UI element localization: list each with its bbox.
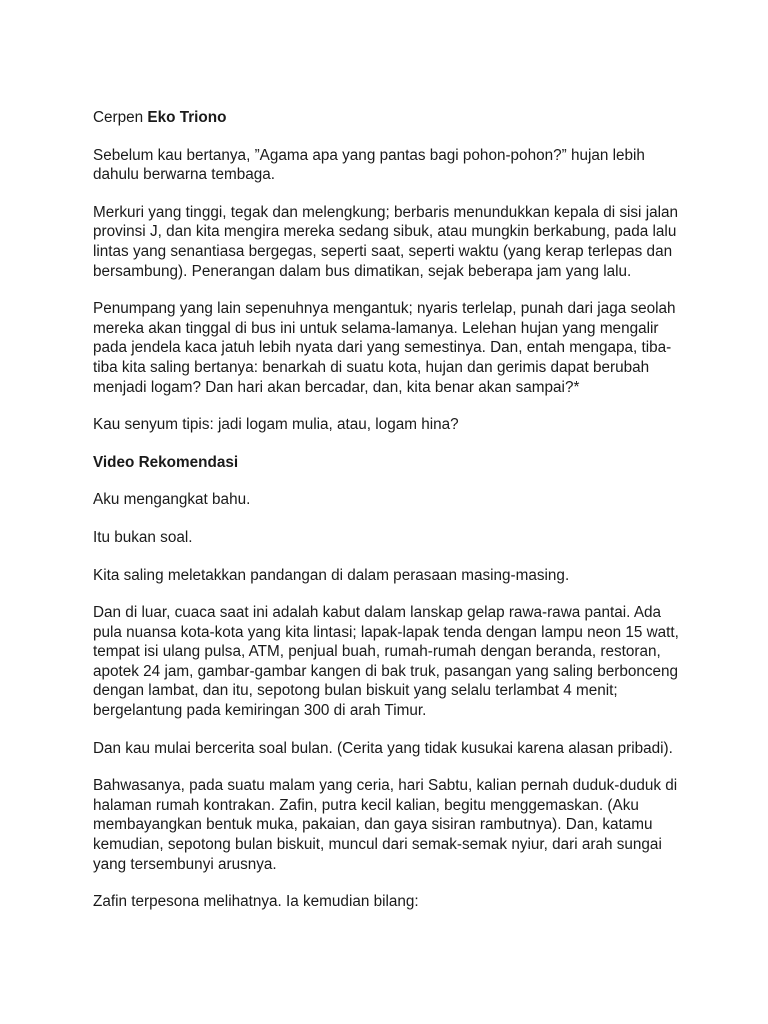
paragraph: Kau senyum tipis: jadi logam mulia, atau, logam hina? bbox=[93, 416, 459, 434]
paragraph: Sebelum kau bertanya, ”Agama apa yang pantas bagi pohon-pohon?” hujan lebih dahulu berwarna tembaga. bbox=[93, 146, 645, 184]
paragraph: Dan kau mulai bercerita soal bulan. (Cerita yang tidak kusukai karena alasan pribadi). bbox=[93, 739, 673, 757]
byline-prefix: Cerpen bbox=[93, 109, 144, 126]
paragraph: Zafin terpesona melihatnya. Ia kemudian bilang: bbox=[93, 893, 419, 911]
author-name: Eko Triono bbox=[147, 109, 227, 126]
paragraph: Kita saling meletakkan pandangan di dalam perasaan masing-masing. bbox=[93, 566, 570, 584]
byline bbox=[93, 108, 683, 128]
section-heading[interactable]: Video Rekomendasi bbox=[93, 453, 239, 471]
paragraph: Bahwasanya, pada suatu malam yang ceria, hari Sabtu, kalian pernah duduk-duduk di halaman rumah kontrakan. Zafin, putra kecil kalian, begitu menggemaskan. (Aku membayangkan bentuk muka, pakaian, dan gaya sisiran rambutnya). Dan, katamu kemudian, sepotong bulan biskuit, muncul dari semak-semak nyiur, dari arah sungai yang tersembunyi arusnya. bbox=[93, 777, 678, 873]
paragraph: Dan di luar, cuaca saat ini adalah kabut dalam lanskap gelap rawa-rawa pantai. Ada pula nuansa kota-kota yang kita lintasi; lapak-lapak tenda dengan lampu neon 15 watt, tempat isi ulang pulsa, ATM, penjual buah, rumah-rumah dengan beranda, restoran, apotek 24 jam, gambar-gambar kangen di bak truk, pasangan yang saling berbonceng dengan lambat, dan itu, sepotong bulan biskuit yang selalu terlambat 4 menit; bergelantung pada kemiringan 300 di arah Timur. bbox=[93, 604, 679, 720]
paragraph: Aku mengangkat bahu. bbox=[93, 491, 251, 509]
paragraph: Itu bukan soal. bbox=[93, 528, 193, 546]
paragraph: Penumpang yang lain sepenuhnya mengantuk; nyaris terlelap, punah dari jaga seolah mereka akan tinggal di bus ini untuk selama-lamanya. Lelehan hujan yang mengalir pada jendela kaca jatuh lebih nyata dari yang semestinya. Dan, entah mengapa, tiba-tiba kita saling bertanya: benarkah di suatu kota, hujan dan gerimis dapat berubah menjadi logam? Dan hari akan bercadar, dan, kita benar akan sampai?* bbox=[93, 300, 676, 396]
paragraph: Merkuri yang tinggi, tegak dan melengkung; berbaris menundukkan kepala di sisi jalan provinsi J, dan kita mengira mereka sedang sibuk, atau mungkin berkabung, pada lalu lintas yang senantiasa bergegas, seperti saat, seperti waktu (yang kerap terlepas dan bersambung). Penerangan dalam bus dimatikan, sejak beberapa jam yang lalu. bbox=[93, 203, 679, 280]
article-body bbox=[93, 108, 683, 930]
